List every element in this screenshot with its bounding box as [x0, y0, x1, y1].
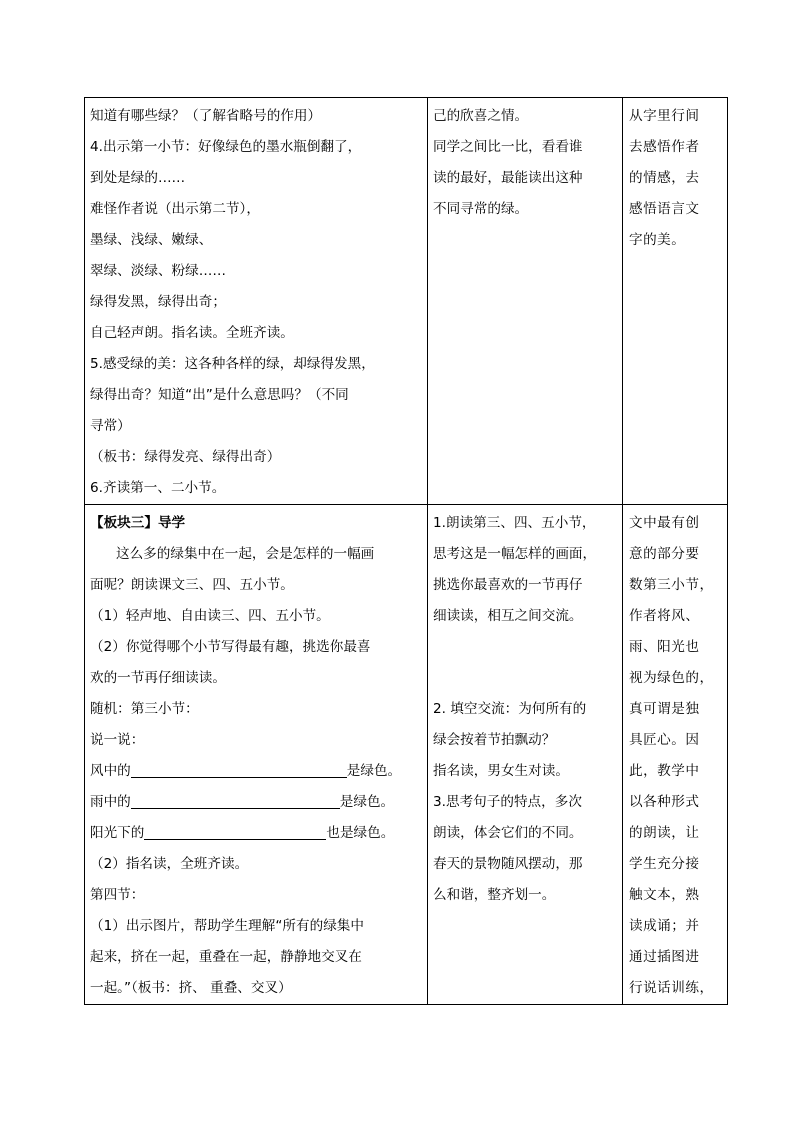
text-line: 此，教学中 — [629, 763, 700, 779]
text-line: 起来，挤在一起，重叠在一起，静静地交叉在 — [90, 949, 362, 965]
text-line: 学生充分接 — [629, 856, 700, 872]
text-line: 行说话训练， — [629, 980, 714, 996]
lesson-plan-page — [84, 97, 721, 1005]
text-line: 说一说： — [90, 732, 145, 748]
table-row — [85, 98, 728, 505]
fill-suffix: 是绿色。 — [339, 794, 395, 810]
fill-suffix: 是绿色。 — [346, 763, 402, 779]
blank-underline — [131, 790, 340, 809]
text-line: 随机：第三小节： — [90, 701, 199, 717]
text-line: 通过插图进 — [629, 949, 700, 965]
teaching-process-cell — [85, 98, 428, 505]
student-activity-cell — [428, 505, 623, 1005]
text-line: 一起。”（板书：挤、 重叠、交叉） — [90, 980, 292, 996]
text-line: 绿会按着节拍飘动？ — [433, 732, 556, 748]
text-line: 意的部分要 — [629, 546, 700, 562]
table-row — [85, 505, 728, 1005]
text-line: 翠绿、淡绿、粉绿…… — [90, 263, 226, 279]
text-line: 触文本，熟 — [629, 887, 700, 903]
text-line: 第四节： — [90, 887, 145, 903]
text-line: （2）指名读，全班齐读。 — [90, 856, 249, 872]
text-line: 绿得出奇？知道“出”是什么意思吗？（不同 — [90, 387, 349, 403]
text-line: 不同寻常的绿。 — [433, 201, 529, 217]
text-line: 朗读，体会它们的不同。 — [433, 825, 583, 841]
text-line: 同学之间比一比，看看谁 — [433, 139, 583, 155]
text-line: 到处是绿的…… — [90, 170, 186, 186]
text-line: 的情感，去 — [629, 170, 700, 186]
text-line: 作者将风、 — [629, 608, 700, 624]
text-line: 雨、阳光也 — [629, 639, 700, 655]
text-line: 视为绿色的， — [629, 670, 714, 686]
design-intent-cell — [623, 505, 728, 1005]
fill-blank-line — [90, 787, 422, 818]
text-line: 细读读，相互之间交流。 — [433, 608, 583, 624]
text-line: 挑选你最喜欢的一节再仔 — [433, 577, 583, 593]
text-line: 墨绿、浅绿、嫩绿、 — [90, 232, 213, 248]
text-line: 以各种形式 — [629, 794, 700, 810]
blank-underline — [144, 821, 326, 840]
text-line: 文中最有创 — [629, 515, 700, 531]
text-line: 欢的一节再仔细读读。 — [90, 670, 226, 686]
text-line: 3.思考句子的特点，多次 — [433, 794, 582, 810]
text-line: 面呢？朗读课文三、四、五小节。 — [90, 577, 294, 593]
spacer — [433, 632, 617, 663]
lesson-plan-table — [84, 97, 728, 1005]
blank-underline — [131, 759, 347, 778]
text-line: 春天的景物随风摆动，那 — [433, 856, 583, 872]
text-line: 己的欣喜之情。 — [433, 108, 529, 124]
text-line: 数第三小节， — [629, 577, 714, 593]
text-line: 思考这是一幅怎样的画面， — [433, 546, 597, 562]
text-line: 这么多的绿集中在一起，会是怎样的一幅画 — [116, 546, 375, 562]
text-line: 难怪作者说（出示第二节）， — [90, 201, 260, 217]
text-line: 从字里行间 — [629, 108, 700, 124]
fill-prefix: 风中的 — [90, 763, 131, 779]
text-line: 去感悟作者 — [629, 139, 700, 155]
fill-prefix: 雨中的 — [90, 794, 131, 810]
text-line: 么和谐，整齐划一。 — [433, 887, 556, 903]
text-line: 知道有哪些绿？（了解省略号的作用） — [90, 108, 322, 124]
teaching-process-cell — [85, 505, 428, 1005]
text-line: 1.朗读第三、四、五小节， — [433, 515, 596, 531]
text-line: 具匠心。因 — [629, 732, 700, 748]
text-line: （板书：绿得发亮、绿得出奇） — [90, 449, 281, 465]
text-line: 绿得发黑，绿得出奇； — [90, 294, 226, 310]
text-line: 读的最好，最能读出这种 — [433, 170, 583, 186]
text-line: 2. 填空交流：为何所有的 — [433, 701, 587, 717]
text-line: （1）轻声地、自由读三、四、五小节。 — [90, 608, 330, 624]
spacer — [433, 663, 617, 694]
design-intent-cell — [623, 98, 728, 505]
fill-blank-line — [90, 818, 422, 849]
text-line: （2）你觉得哪个小节写得最有趣，挑选你最喜 — [90, 639, 371, 655]
fill-blank-line — [90, 756, 422, 787]
text-line: 感悟语言文 — [629, 201, 700, 217]
text-line: 字的美。 — [629, 232, 686, 248]
fill-prefix: 阳光下的 — [90, 825, 145, 841]
text-line: 真可谓是独 — [629, 701, 700, 717]
text-line: 寻常） — [90, 418, 131, 434]
text-line: 的朗读，让 — [629, 825, 700, 841]
text-line: 6.齐读第一、二小节。 — [90, 480, 226, 496]
text-line: （1）出示图片，帮助学生理解“所有的绿集中 — [90, 918, 364, 934]
section-heading: 【板块三】导学 — [90, 515, 186, 531]
text-line: 读成诵；并 — [629, 918, 700, 934]
text-line: 4.出示第一小节：好像绿色的墨水瓶倒翻了， — [90, 139, 362, 155]
student-activity-cell — [428, 98, 623, 505]
text-line: 5.感受绿的美：这各种各样的绿，却绿得发黑， — [90, 356, 375, 372]
text-line: 指名读，男女生对读。 — [433, 763, 569, 779]
fill-suffix: 也是绿色。 — [326, 825, 395, 841]
text-line: 自己轻声朗。指名读。全班齐读。 — [90, 325, 294, 341]
